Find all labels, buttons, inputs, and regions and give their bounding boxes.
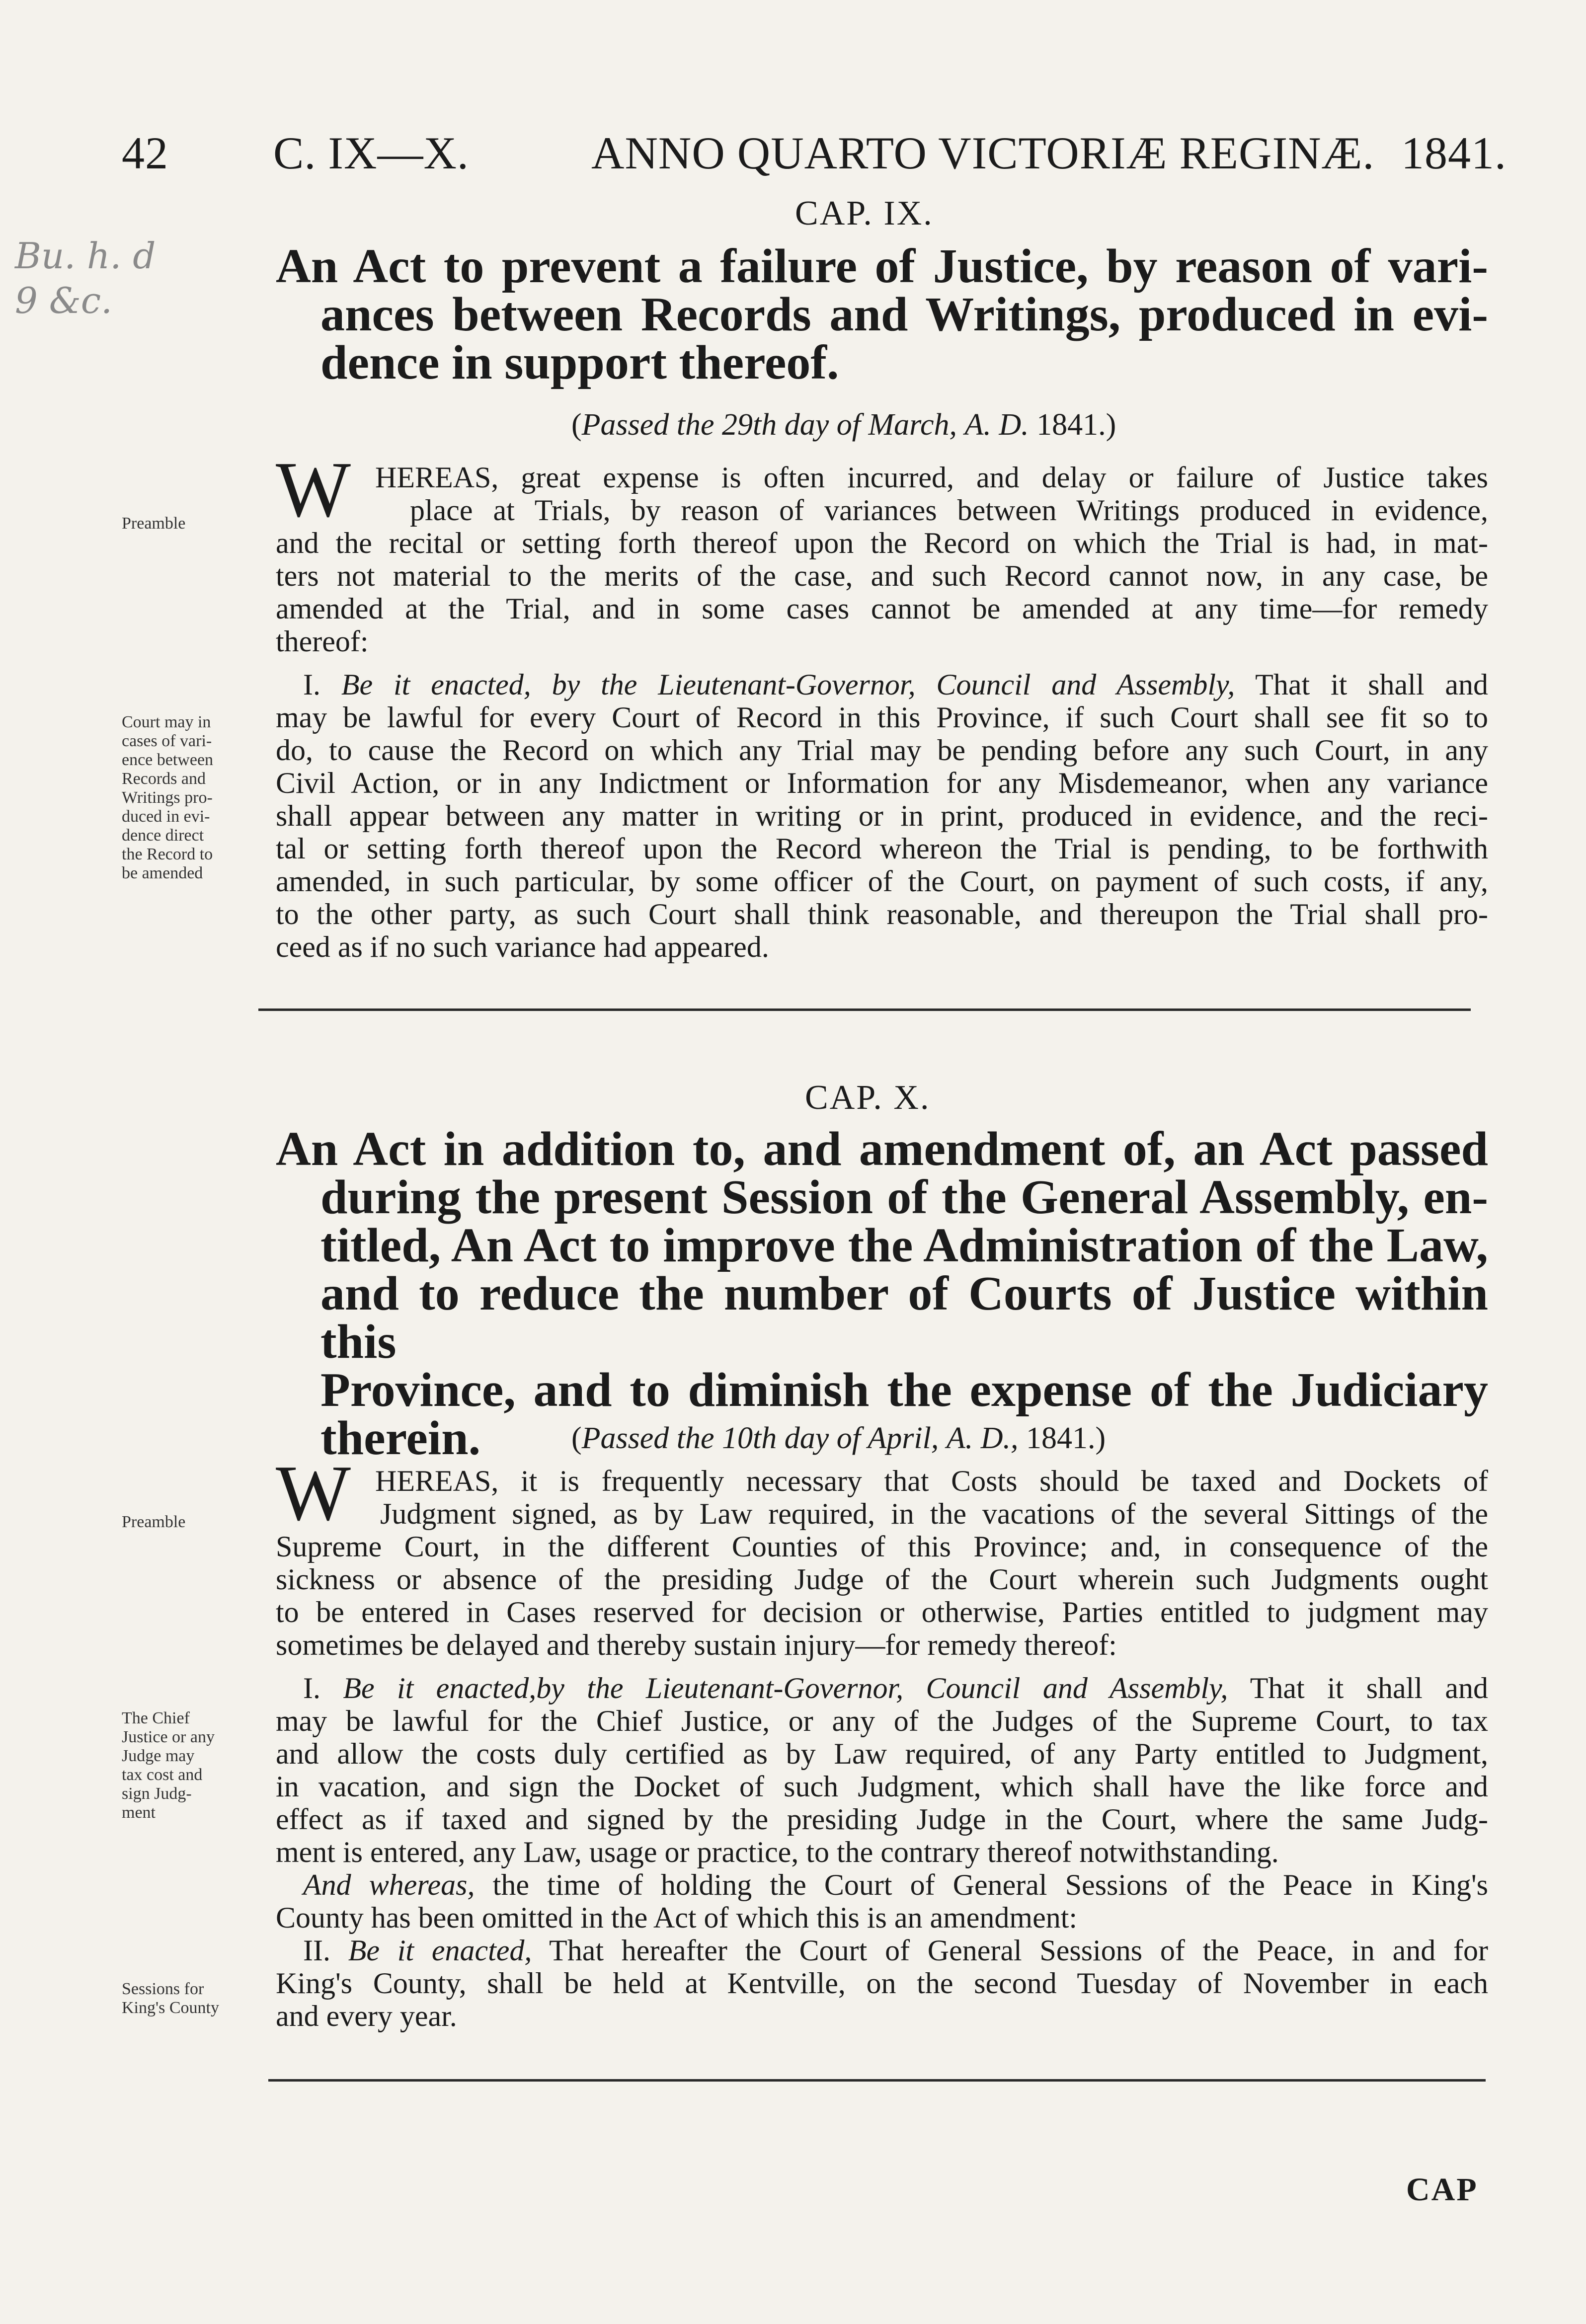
cap10-preamble-line: to be entered in Cases reserved for decision or otherwise, Parties entitled to judgment may xyxy=(276,1596,1488,1628)
cap9-margin-section1 xyxy=(122,713,271,883)
cap9-section1-line: tal or setting forth thereof upon the Record whereon the Trial is pending, to be forthwith xyxy=(276,832,1488,865)
page-number: 42 xyxy=(122,128,168,178)
cap10-preamble xyxy=(276,1465,1488,1661)
running-title: ANNO QUARTO VICTORIÆ REGINÆ. xyxy=(591,128,1375,178)
cap10-preamble-line: sometimes be delayed and thereby sustain injury—for remedy thereof: xyxy=(276,1628,1117,1661)
margin-line: ment xyxy=(122,1803,156,1822)
cap9-section1-line: amended, in such particular, by some officer of the Court, on payment of such costs, if any, xyxy=(276,865,1488,898)
margin-line: be amended xyxy=(122,864,203,882)
cap10-passed-date: (Passed the 10th day of April, A. D., 1841.) xyxy=(571,1421,1106,1455)
cap9-section1-numeral: I. xyxy=(303,668,320,701)
cap10-passed-prefix: Passed the xyxy=(581,1421,714,1455)
cap10-title-line: and to reduce the number of Courts of Justice within this xyxy=(320,1267,1488,1369)
margin-line: Writings pro- xyxy=(122,788,213,807)
cap10-section1-line: in vacation, and sign the Docket of such Judgment, which shall have the like force and xyxy=(276,1770,1488,1803)
cap10-passed-ad: A. D., xyxy=(946,1421,1019,1455)
cap10-title-line: during the present Session of the General Assembly, en- xyxy=(320,1170,1488,1224)
margin-line: The Chief xyxy=(122,1709,190,1727)
cap10-section2-first-line xyxy=(276,1934,1488,1967)
cap9-passed-year: 1841.) xyxy=(1036,408,1116,442)
cap10-title-line: titled, An Act to improve the Administration of the Law, xyxy=(320,1219,1488,1272)
cap9-section1-line: ceed as if no such variance had appeared. xyxy=(276,930,769,963)
cap9-title-line: ances between Records and Writings, produced in evi- xyxy=(320,288,1488,341)
margin-line: duced in evi- xyxy=(122,807,210,826)
marginal-scribble-line: Bu. h. d xyxy=(15,235,156,277)
header-year: 1841. xyxy=(1401,128,1507,178)
cap10-whereas-line2: County has been omitted in the Act of which this is an amendment: xyxy=(276,1901,1078,1934)
cap10-preamble-line: HEREAS, it is frequently necessary that Costs should be taxed and Dockets of xyxy=(375,1465,1488,1497)
cap9-preamble-line: thereof: xyxy=(276,625,369,658)
cap9-section1-first-line xyxy=(276,668,1488,701)
cap10-whereas-line xyxy=(276,1868,1488,1901)
marginal-scribble-line: 9 &c. xyxy=(15,280,112,321)
cap10-margin-preamble: Preamble xyxy=(122,1513,186,1531)
cap9-preamble xyxy=(276,461,1488,658)
cap10-heading: CAP. X. xyxy=(805,1079,931,1117)
margin-line: cases of vari- xyxy=(122,732,212,750)
cap9-preamble-line: amended at the Trial, and in some cases cannot be amended at any time—for remedy xyxy=(276,592,1488,625)
margin-line: sign Judg- xyxy=(122,1784,192,1803)
marginal-scribble xyxy=(15,233,156,323)
cap10-section1-first-line xyxy=(276,1672,1488,1704)
cap10-title-line: therein. xyxy=(320,1411,481,1465)
cap9-section1-line: may be lawful for every Court of Record in this Province, if such Court shall see fit so to xyxy=(276,701,1488,734)
cap10-section1-line: ment is entered, any Law, usage or practice, to the contrary thereof notwithstanding. xyxy=(276,1836,1279,1868)
cap9-preamble-line: place at Trials, by reason of variances between Writings produced in evidence, xyxy=(410,494,1488,527)
cap10-section1-enacting: Be it enacted,by the Lieutenant-Governor, Council and Assembly, xyxy=(343,1672,1228,1704)
margin-line: tax cost and xyxy=(122,1766,203,1784)
cap10-section1-line: effect as if taxed and signed by the presiding Judge in the Court, where the same Judg- xyxy=(276,1803,1488,1836)
cap10-preamble-line: sickness or absence of the presiding Judge of the Court wherein such Judgments ought xyxy=(276,1563,1488,1596)
cap10-preamble-line: Judgment signed, as by Law required, in the vacations of the several Sittings of the xyxy=(380,1497,1488,1530)
margin-line: the Record to xyxy=(122,845,213,863)
cap9-passed-day: 29th day of March, xyxy=(722,408,957,442)
cap10-passed-year: 1841.) xyxy=(1026,1421,1106,1455)
margin-line: Court may in xyxy=(122,713,211,731)
cap10-section2-line: King's County, shall be held at Kentville, on the second Tuesday of November in each xyxy=(276,1967,1488,2000)
cap10-section1 xyxy=(276,1672,1488,2032)
margin-line: Records and xyxy=(122,770,206,788)
cap9-section1 xyxy=(276,668,1488,963)
catchword: CAP xyxy=(1406,2171,1478,2208)
cap10-margin-section2 xyxy=(122,1980,271,2017)
cap10-title xyxy=(276,1122,1488,1465)
margin-line: Sessions for xyxy=(122,1980,204,1998)
cap10-section2-line: and every year. xyxy=(276,2000,457,2032)
margin-line: Justice or any xyxy=(122,1728,215,1746)
cap10-section1-line: and allow the costs duly certified as by Law required, of any Party entitled to Judgment, xyxy=(276,1737,1488,1770)
cap10-title-line: An Act in addition to, and amendment of, an Act passed xyxy=(276,1122,1488,1176)
section-divider xyxy=(258,1008,1471,1011)
margin-line: King's County xyxy=(122,1999,219,2017)
cap9-section1-line: shall appear between any matter in writing or in print, produced in evidence, and the reci- xyxy=(276,799,1488,832)
cap9-preamble-line: and the recital or setting forth thereof upon the Record on which the Trial is had, in mat- xyxy=(276,527,1488,559)
margin-line: Judge may xyxy=(122,1747,195,1765)
cap9-section1-enacting: Be it enacted, by the Lieutenant-Governor, Council and Assembly, xyxy=(341,668,1235,701)
cap9-preamble-line: HEREAS, great expense is often incurred, and delay or failure of Justice takes xyxy=(375,461,1488,494)
footer-divider xyxy=(268,2079,1486,2082)
cap10-section1-first-rest: That it shall and xyxy=(1250,1672,1488,1704)
margin-line: ence between xyxy=(122,751,214,769)
cap9-margin-preamble: Preamble xyxy=(122,514,186,533)
cap9-section1-line: do, to cause the Record on which any Trial may be pending before any such Court, in any xyxy=(276,734,1488,767)
cap10-margin-section1 xyxy=(122,1709,271,1822)
cap9-section1-first-rest: That it shall and xyxy=(1255,668,1488,701)
cap10-passed-day: 10th day of April, xyxy=(722,1421,939,1455)
chapter-range: C. IX—X. xyxy=(273,128,469,178)
cap10-dropcap: W xyxy=(276,1449,351,1537)
cap9-passed-date: (Passed the 29th day of March, A. D. 1841.) xyxy=(571,408,1116,442)
cap9-title xyxy=(276,239,1488,389)
cap9-section1-line: Civil Action, or in any Indictment or Information for any Misdemeanor, when any variance xyxy=(276,767,1488,799)
cap10-section2-numeral: II. xyxy=(303,1934,330,1967)
cap10-section2-enacting: Be it enacted, xyxy=(348,1934,532,1967)
cap9-heading: CAP. IX. xyxy=(795,194,934,232)
cap10-title-line: Province, and to diminish the expense of the Judiciary xyxy=(320,1363,1488,1417)
cap9-dropcap: W xyxy=(276,445,351,534)
cap10-preamble-line: Supreme Court, in the different Counties of this Province; and, in consequence of the xyxy=(276,1530,1488,1563)
cap9-section1-line: to the other party, as such Court shall think reasonable, and thereupon the Trial shall pro- xyxy=(276,898,1488,930)
cap9-title-line: dence in support thereof. xyxy=(320,336,839,389)
margin-line: dence direct xyxy=(122,826,204,845)
cap10-section1-numeral: I. xyxy=(303,1672,320,1704)
cap10-whereas-rest: the time of holding the Court of General Sessions of the Peace in King's xyxy=(492,1868,1488,1901)
cap9-preamble-line: ters not material to the merits of the case, and such Record cannot now, in any case, be xyxy=(276,559,1488,592)
cap9-title-line: An Act to prevent a failure of Justice, by reason of vari- xyxy=(276,239,1488,293)
cap9-passed-ad: A. D. xyxy=(964,408,1029,442)
cap10-section2-first-rest: That hereafter the Court of General Sessions of the Peace, in and for xyxy=(549,1934,1488,1967)
cap10-section1-line: may be lawful for the Chief Justice, or any of the Judges of the Supreme Court, to tax xyxy=(276,1704,1488,1737)
cap9-passed-prefix: Passed the xyxy=(581,408,714,442)
cap10-whereas-ital: And whereas, xyxy=(303,1868,475,1901)
